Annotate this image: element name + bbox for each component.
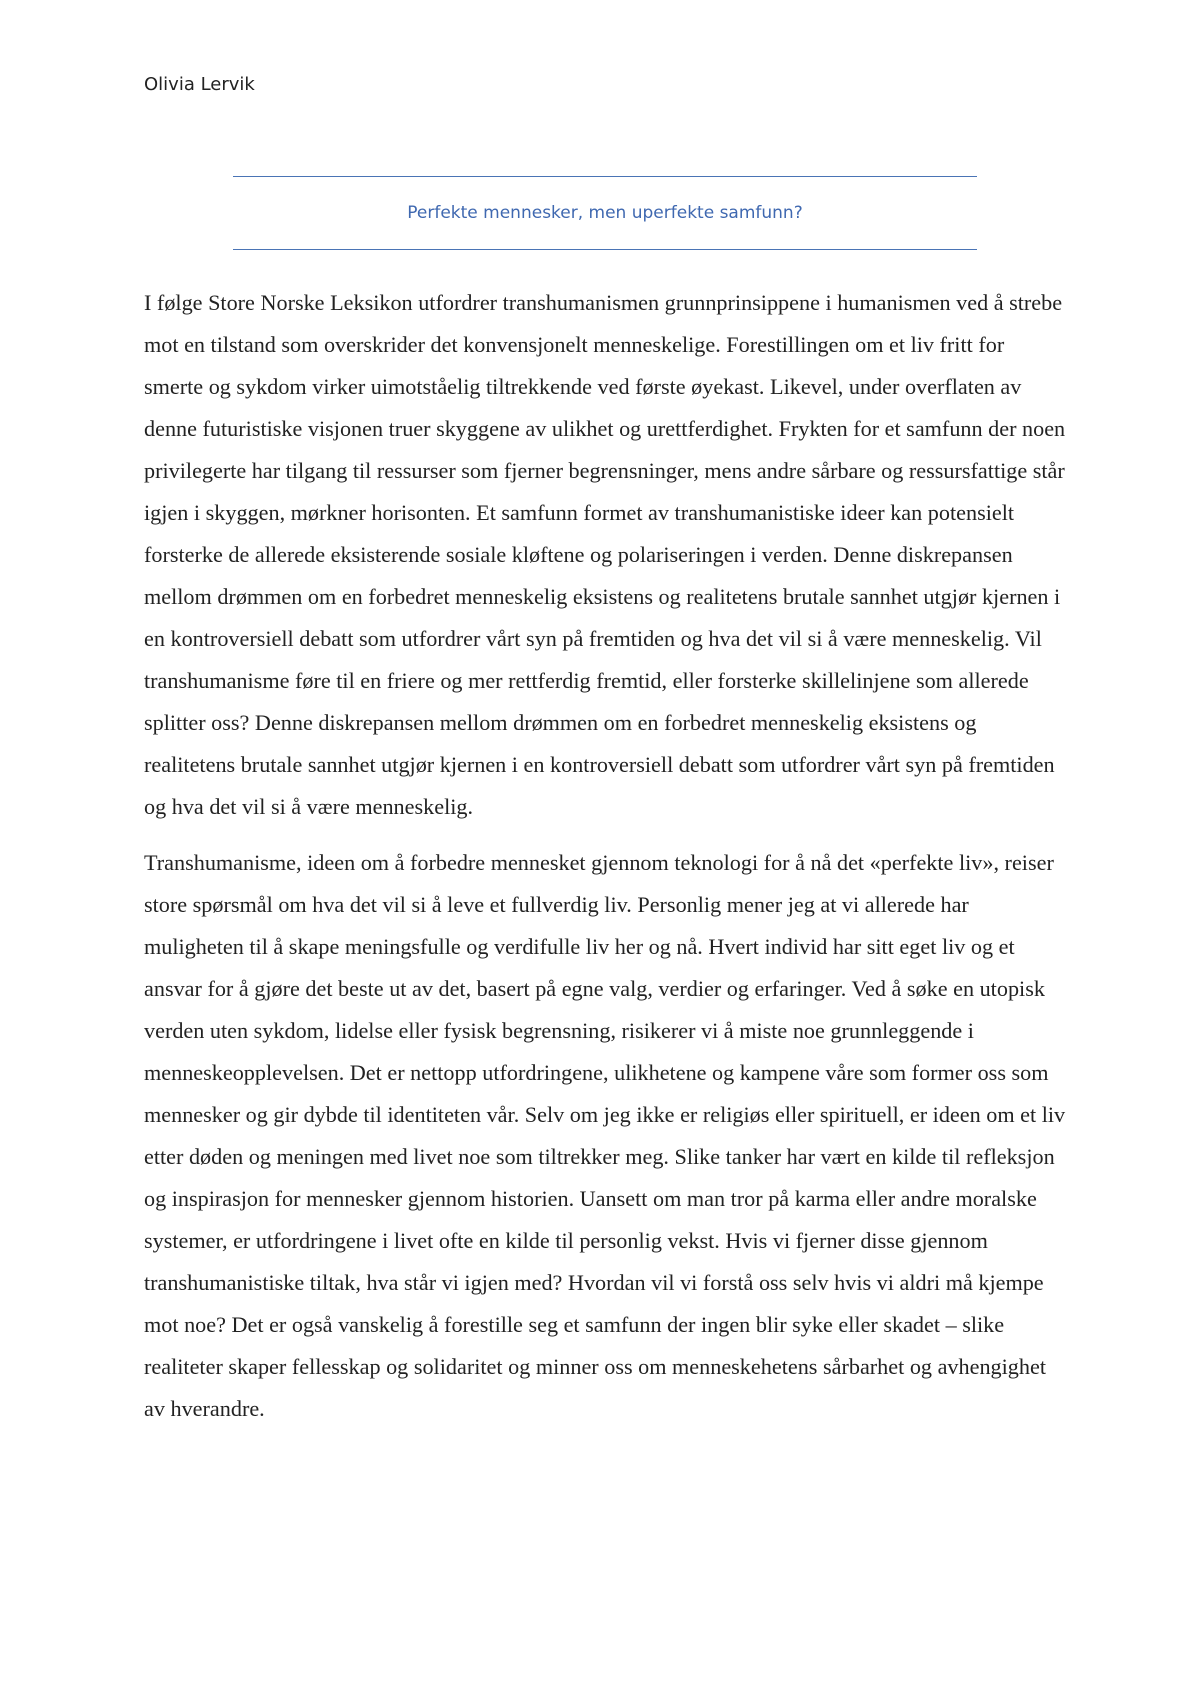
paragraph-2: Transhumanisme, ideen om å forbedre mennesket gjennom teknologi for å nå det «perfekte liv», reiser store spørsmål om hva det vil si å leve et fullverdig liv. Personlig mener jeg at vi allerede har muligheten til å skape meningsfulle og verdifulle liv her og nå. Hvert individ har sitt eget liv og et ansvar for å gjøre det beste ut av det, basert på egne valg, verdier og erfaringer. Ved å søke en utopisk verden uten sykdom, lidelse eller fysisk begrensning, risikerer vi å miste noe grunnleggende i menneskeopplevelsen. Det er nettopp utfordringene, ulikhetene og kampene våre som former oss som mennesker og gir dybde til identiteten vår. Selv om jeg ikke er religiøs eller spirituell, er ideen om et liv etter døden og meningen med livet noe som tiltrekker meg. Slike tanker har vært en kilde til refleksjon og inspirasjon for mennesker gjennom historien. Uansett om man tror på karma eller andre moralske systemer, er utfordringene i livet ofte en kilde til personlig vekst. Hvis vi fjerner disse gjennom transhumanistiske tiltak, hva står vi igjen med? Hvordan vil vi forstå oss selv hvis vi aldri må kjempe mot noe? Det er også vanskelig å forestille seg et samfunn der ingen blir syke eller skadet – slike realiteter skaper fellesskap og solidaritet og minner oss om menneskehetens sårbarhet og avhengighet av hverandre.	[144, 850, 1066, 1421]
document-body	[144, 282, 1068, 1444]
author-name: Olivia Lervik	[144, 74, 255, 95]
paragraph-1: I følge Store Norske Leksikon utfordrer transhumanismen grunnprinsippene i humanismen ved å strebe mot en tilstand som overskrider det konvensjonelt menneskelige. Forestillingen om et liv fritt for smerte og sykdom virker uimotståelig tiltrekkende ved første øyekast. Likevel, under overflaten av denne futuristiske visjonen truer skyggene av ulikhet og urettferdighet. Frykten for et samfunn der noen privilegerte har tilgang til ressurser som fjerner begrensninger, mens andre sårbare og ressursfattige står igjen i skyggen, mørkner horisonten. Et samfunn formet av transhumanistiske ideer kan potensielt forsterke de allerede eksisterende sosiale kløftene og polariseringen i verden. Denne diskrepansen mellom drømmen om en forbedret menneskelig eksistens og realitetens brutale sannhet utgjør kjernen i en kontroversiell debatt som utfordrer vårt syn på fremtiden og hva det vil si å være menneskelig. Vil transhumanisme føre til en friere og mer rettferdig fremtid, eller forsterke skillelinjene som allerede splitter oss? Denne diskrepansen mellom drømmen om en forbedret menneskelig eksistens og realitetens brutale sannhet utgjør kjernen i en kontroversiell debatt som utfordrer vårt syn på fremtiden og hva det vil si å være menneskelig.	[144, 290, 1066, 819]
document-title: Perfekte mennesker, men uperfekte samfunn?	[407, 203, 803, 223]
title-block	[233, 176, 977, 250]
